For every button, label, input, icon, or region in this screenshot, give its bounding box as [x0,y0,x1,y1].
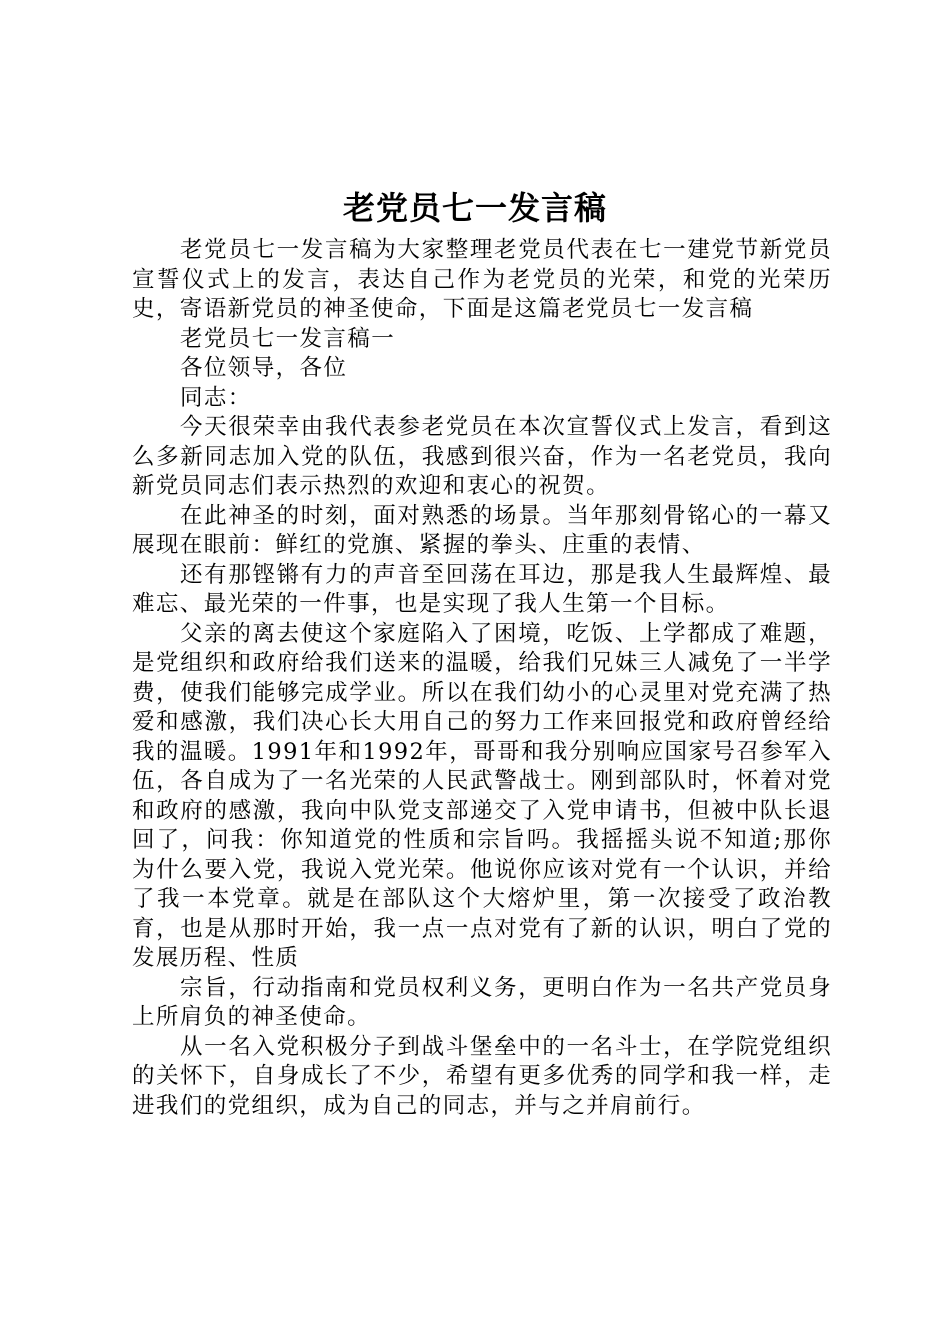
salutation-line: 同志： [180,384,252,411]
body-paragraph: 宗旨，行动指南和党员权利义务，更明白作为一名共产党员身上所肩负的神圣使命。 [132,974,832,1030]
body-paragraph: 还有那铿锵有力的声音至回荡在耳边，那是我人生最辉煌、最难忘、最光荣的一件事，也是实现了我人生第一个目标。 [132,561,832,617]
intro-paragraph: 老党员七一发言稿为大家整理老党员代表在七一建党节新党员宣誓仪式上的发言，表达自己作为老党员的光荣，和党的光荣历史，寄语新党员的神圣使命，下面是这篇老党员七一发言稿 [132,237,832,322]
body-paragraph: 父亲的离去使这个家庭陷入了困境，吃饭、上学都成了难题，是党组织和政府给我们送来的温暖，给我们兄妹三人减免了一半学费，使我们能够完成学业。所以在我们幼小的心灵里对党充满了热爱和感激，我们决心长大用自己的努力工作来回报党和政府曾经给我的温暖。1991年和1992年，哥哥和我分别响应国家号召参军入伍，各自成为了一名光荣的人民武警战士。刚到部队时，怀着对党和政府的感激，我向中队党支部递交了入党申请书，但被中队长退回了，问我：你知道党的性质和宗旨吗。我摇摇头说不知道;那你为什么要入党，我说入党光荣。他说你应该对党有一个认识，并给了我一本党章。就是在部队这个大熔炉里，第一次接受了政治教育，也是从那时开始，我一点一点对党有了新的认识，明白了党的发展历程、性质 [132,620,832,971]
body-paragraph: 在此神圣的时刻，面对熟悉的场景。当年那刻骨铭心的一幕又展现在眼前：鲜红的党旗、紧握的拳头、庄重的表情、 [132,502,832,558]
salutation-line: 各位领导，各位 [180,355,348,381]
section-heading: 老党员七一发言稿一 [180,325,396,352]
document-body [132,236,832,1121]
body-paragraph: 今天很荣幸由我代表参老党员在本次宣誓仪式上发言，看到这么多新同志加入党的队伍，我感到很兴奋，作为一名老党员，我向新党员同志们表示热烈的欢迎和衷心的祝贺。 [132,414,832,499]
body-paragraph: 从一名入党积极分子到战斗堡垒中的一名斗士，在学院党组织的关怀下，自身成长了不少，希望有更多优秀的同学和我一样，走进我们的党组织，成为自己的同志，并与之并肩前行。 [132,1033,832,1119]
document-title: 老党员七一发言稿 [342,189,607,227]
